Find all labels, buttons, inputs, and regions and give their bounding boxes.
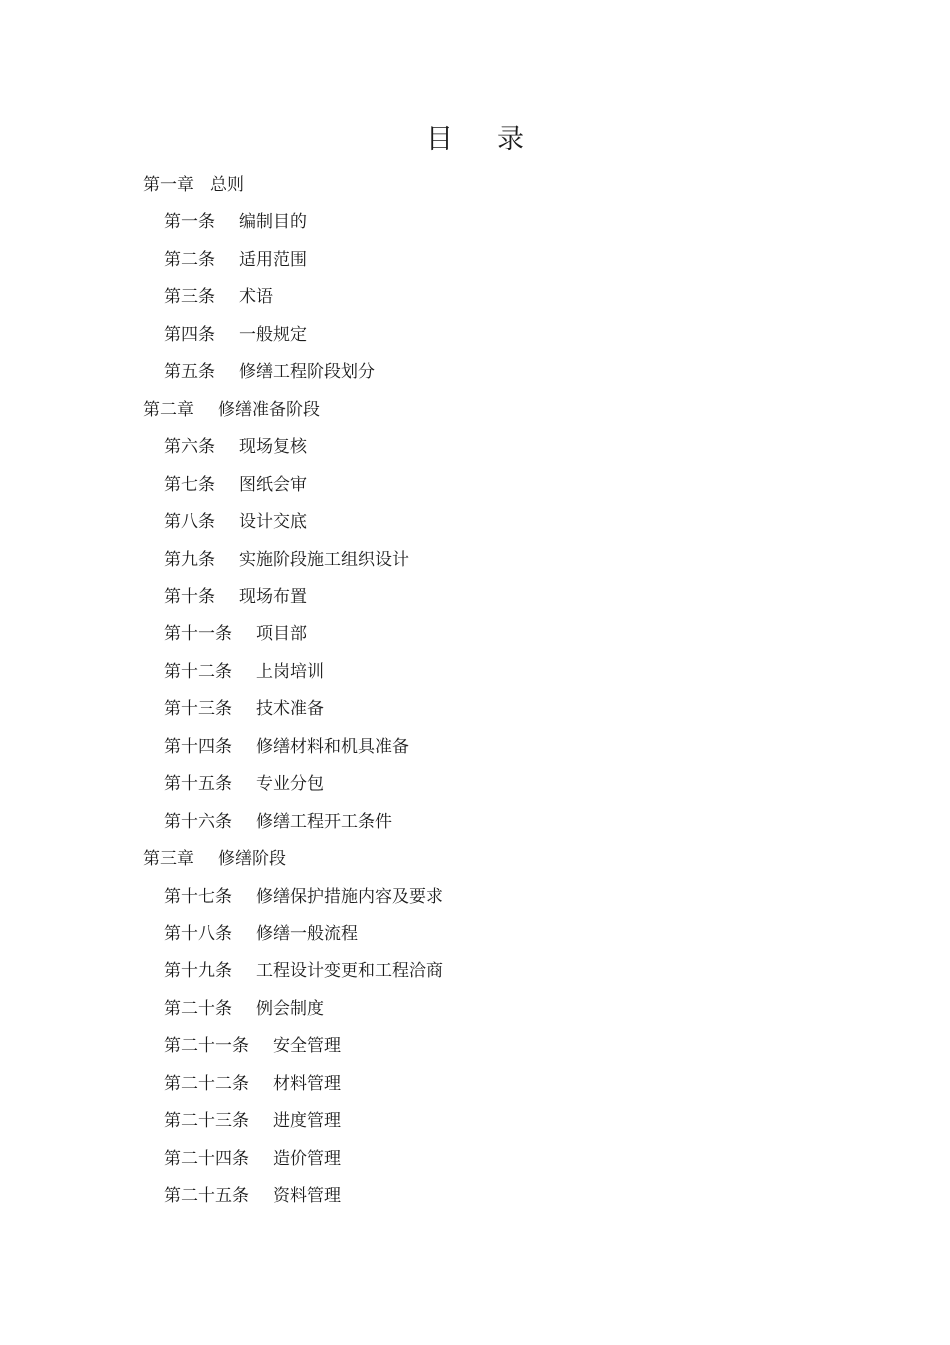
toc-title: 技术准备 [256, 699, 324, 720]
toc-number: 第十七条 [164, 886, 232, 907]
toc-number: 第二章 [143, 399, 194, 420]
page-title [0, 120, 950, 160]
toc-title: 上岗培训 [256, 661, 324, 682]
toc-article [164, 322, 307, 348]
toc-article [164, 247, 307, 273]
toc-article [164, 359, 375, 385]
toc-article [164, 809, 392, 835]
toc-article [164, 547, 409, 573]
toc-number: 第十四条 [164, 736, 232, 757]
toc-title: 修缮准备阶段 [218, 399, 320, 420]
toc-number: 第十五条 [164, 774, 232, 795]
toc-number: 第五条 [164, 362, 215, 383]
toc-number: 第二十三条 [164, 1111, 249, 1132]
toc-title: 项目部 [256, 624, 307, 645]
toc-article [164, 996, 324, 1022]
toc-number: 第二十四条 [164, 1148, 249, 1169]
toc-title: 修缮材料和机具准备 [256, 736, 409, 757]
toc-number: 第七条 [164, 474, 215, 495]
toc-number: 第二十二条 [164, 1073, 249, 1094]
toc-number: 第十八条 [164, 924, 232, 944]
toc-title: 专业分包 [256, 774, 324, 795]
toc-article [164, 1071, 341, 1097]
toc-title: 工程设计变更和工程洽商 [256, 961, 443, 982]
toc-title: 材料管理 [273, 1073, 341, 1094]
toc-article [164, 472, 307, 498]
toc-article [164, 771, 324, 797]
toc-article [164, 621, 307, 647]
title-char-2: 录 [497, 124, 524, 155]
toc-number: 第二条 [164, 249, 215, 270]
toc-article [164, 921, 358, 947]
toc-title: 修缮阶段 [218, 849, 286, 870]
toc-number: 第二十五条 [164, 1186, 249, 1207]
toc-chapter [143, 397, 320, 423]
toc-title: 图纸会审 [239, 474, 307, 495]
toc-title: 适用范围 [239, 249, 307, 270]
toc-number: 第三章 [143, 849, 194, 870]
toc-number: 第二十条 [164, 998, 232, 1019]
toc-article [164, 1108, 341, 1134]
toc-article [164, 209, 307, 235]
toc-article [164, 284, 273, 310]
toc-title: 实施阶段施工组织设计 [239, 549, 409, 570]
toc-article [164, 434, 307, 460]
toc-title: 设计交底 [239, 512, 307, 533]
toc-title: 修缮一般流程 [256, 924, 358, 944]
toc-number: 第十条 [164, 586, 215, 607]
title-char-1: 目 [426, 124, 453, 155]
toc-number: 第十六条 [164, 811, 232, 832]
toc-number: 第六条 [164, 437, 215, 458]
toc-title: 现场布置 [239, 586, 307, 607]
toc-chapter [143, 172, 244, 198]
toc-title: 资料管理 [273, 1186, 341, 1207]
toc-title: 术语 [239, 287, 273, 308]
toc-number: 第二十一条 [164, 1036, 249, 1057]
toc-article [164, 1146, 341, 1172]
toc-title: 修缮工程阶段划分 [239, 362, 375, 383]
toc-number: 第十二条 [164, 661, 232, 682]
toc-title: 进度管理 [273, 1111, 341, 1132]
toc-title: 安全管理 [273, 1036, 341, 1057]
toc-number: 第八条 [164, 512, 215, 533]
toc-number: 第十一条 [164, 624, 232, 645]
toc-chapter [143, 846, 286, 872]
toc-title: 修缮保护措施内容及要求 [256, 886, 443, 907]
toc-title: 编制目的 [239, 212, 307, 233]
toc-number: 第四条 [164, 324, 215, 345]
toc-article [164, 659, 324, 685]
toc-number: 第九条 [164, 549, 215, 570]
toc-article [164, 958, 443, 984]
toc-title: 总则 [210, 175, 244, 195]
toc-article [164, 509, 307, 535]
toc-title: 修缮工程开工条件 [256, 811, 392, 832]
toc-article [164, 1033, 341, 1059]
toc-number: 第十三条 [164, 699, 232, 720]
toc-title: 一般规定 [239, 324, 307, 345]
toc-article [164, 734, 409, 760]
toc-article [164, 884, 443, 910]
toc-number: 第一章 [143, 175, 194, 195]
toc-title: 造价管理 [273, 1148, 341, 1169]
toc-number: 第一条 [164, 212, 215, 233]
toc-number: 第三条 [164, 287, 215, 308]
toc-article [164, 1183, 341, 1209]
toc-article [164, 584, 307, 610]
toc-title: 现场复核 [239, 437, 307, 458]
toc-article [164, 696, 324, 722]
toc-title: 例会制度 [256, 998, 324, 1019]
toc-number: 第十九条 [164, 961, 232, 982]
